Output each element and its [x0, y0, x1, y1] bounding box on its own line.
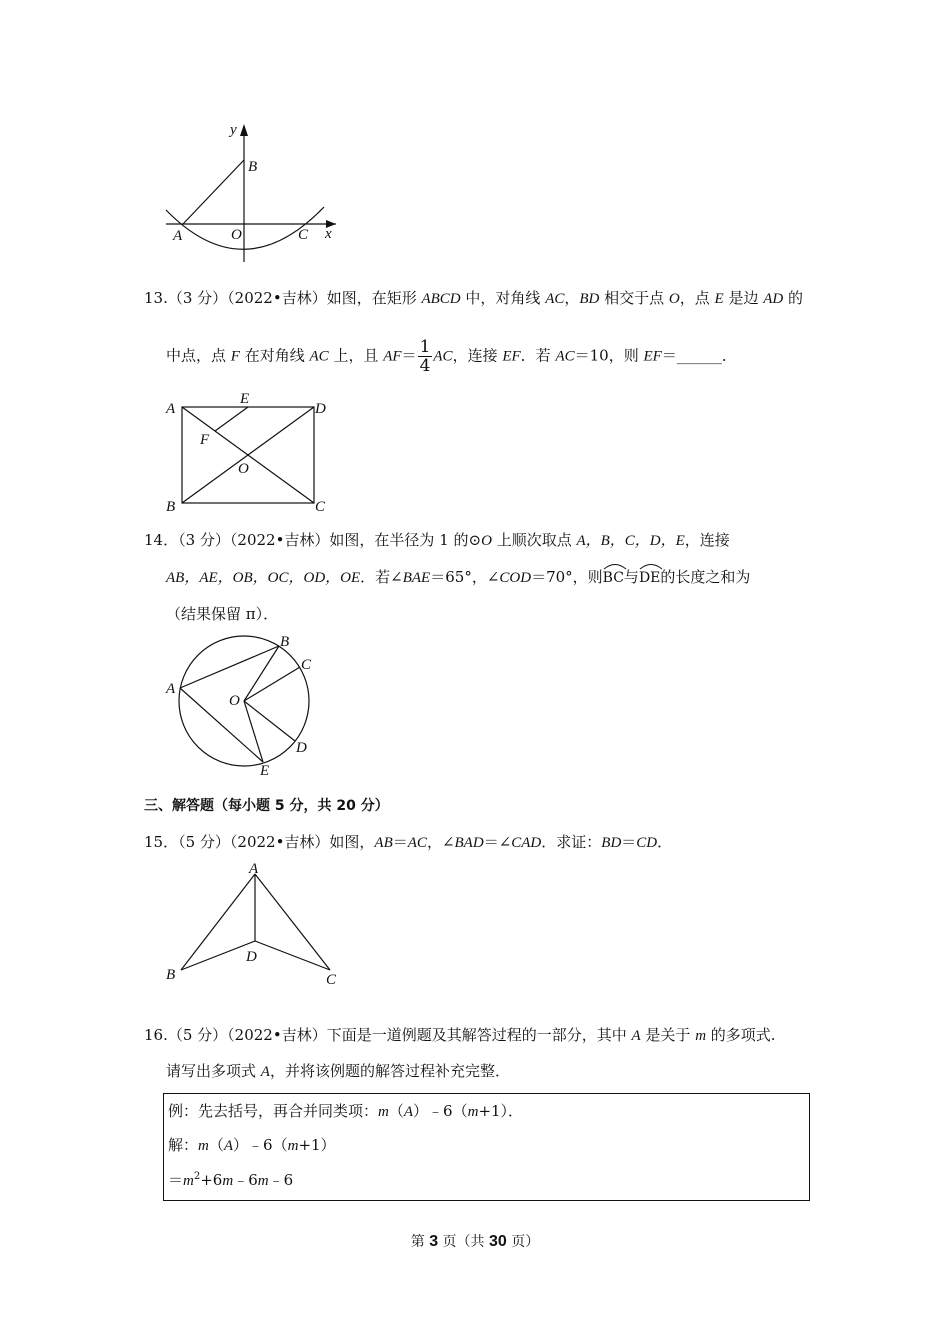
label-B: B — [166, 967, 176, 983]
arc-de: DE — [639, 568, 660, 586]
label-D: D — [246, 949, 257, 965]
label-C: C — [326, 972, 337, 988]
arc-bc: BC — [603, 568, 624, 586]
q14-line2: AB，AE，OB，OC，OD，OE．若∠BAE＝65°，∠COD＝70°，则 BC与 DE的长度之和为 — [166, 566, 750, 587]
label-A: A — [173, 228, 183, 244]
q14-line3: （结果保留 π）． — [166, 605, 279, 623]
label-y: y — [230, 122, 237, 138]
label-A: A — [166, 401, 176, 417]
label-B: B — [248, 159, 258, 175]
label-x: x — [325, 226, 332, 242]
box-line-solution: 解：m（A）﹣6（m+1） — [168, 1136, 336, 1154]
q13-line2: 中点，点 F 在对角线 AC 上，且 AF＝ $\frac{1}{4}$ AC，连接 EF．若 AC＝10，则 EF＝______． — [166, 337, 737, 376]
parabola-figure — [160, 118, 340, 268]
label-F: F — [200, 432, 210, 448]
fraction-one-quarter: $\frac{1}{4}$ — [419, 337, 431, 376]
label-E: E — [240, 391, 250, 407]
label-C: C — [301, 657, 312, 673]
label-O: O — [238, 461, 249, 477]
q16-line1: 16.（5 分）（2022•吉林）下面是一道例题及其解答过程的一部分，其中 A 是关于 m 的多项式. — [144, 1026, 776, 1044]
page-number: 3 — [429, 1233, 439, 1250]
circle-figure — [160, 628, 320, 778]
label-O: O — [231, 227, 242, 243]
q13-line1: 13.（3 分）（2022•吉林）如图，在矩形 ABCD 中，对角线 AC，BD 相交于点 O，点 E 是边 AD 的 — [144, 289, 804, 307]
label-A: A — [166, 681, 176, 697]
label-A: A — [249, 861, 259, 877]
label-C: C — [298, 227, 309, 243]
label-D: D — [296, 740, 307, 756]
box-line-example: 例：先去括号，再合并同类项：m（A）﹣6（m+1）． — [168, 1102, 524, 1120]
rectangle-figure — [160, 388, 340, 518]
box-line-result: $=m^2+6m﹣6m﹣6$ — [168, 1171, 294, 1189]
label-B: B — [166, 499, 176, 515]
q16-line2: 请写出多项式 A，并将该例题的解答过程补充完整． — [166, 1062, 510, 1080]
page-footer: 第 3 页（共 30 页） — [410, 1233, 540, 1250]
total-pages: 30 — [489, 1233, 507, 1250]
section-heading: 三、解答题（每小题 5 分，共 20 分） — [144, 798, 389, 814]
q15-line1: 15．（5 分）（2022•吉林）如图，AB＝AC，∠BAD＝∠CAD．求证：BD＝CD． — [144, 833, 673, 851]
q14-line1: 14．（3 分）（2022•吉林）如图，在半径为 1 的⊙O 上顺次取点 A，B，C，D，E，连接 — [144, 531, 730, 549]
label-B: B — [280, 634, 290, 650]
label-O: O — [229, 693, 240, 709]
label-D: D — [315, 401, 326, 417]
label-E: E — [260, 763, 270, 778]
label-C: C — [315, 499, 326, 515]
example-box — [163, 1093, 810, 1201]
kite-figure — [160, 856, 350, 991]
